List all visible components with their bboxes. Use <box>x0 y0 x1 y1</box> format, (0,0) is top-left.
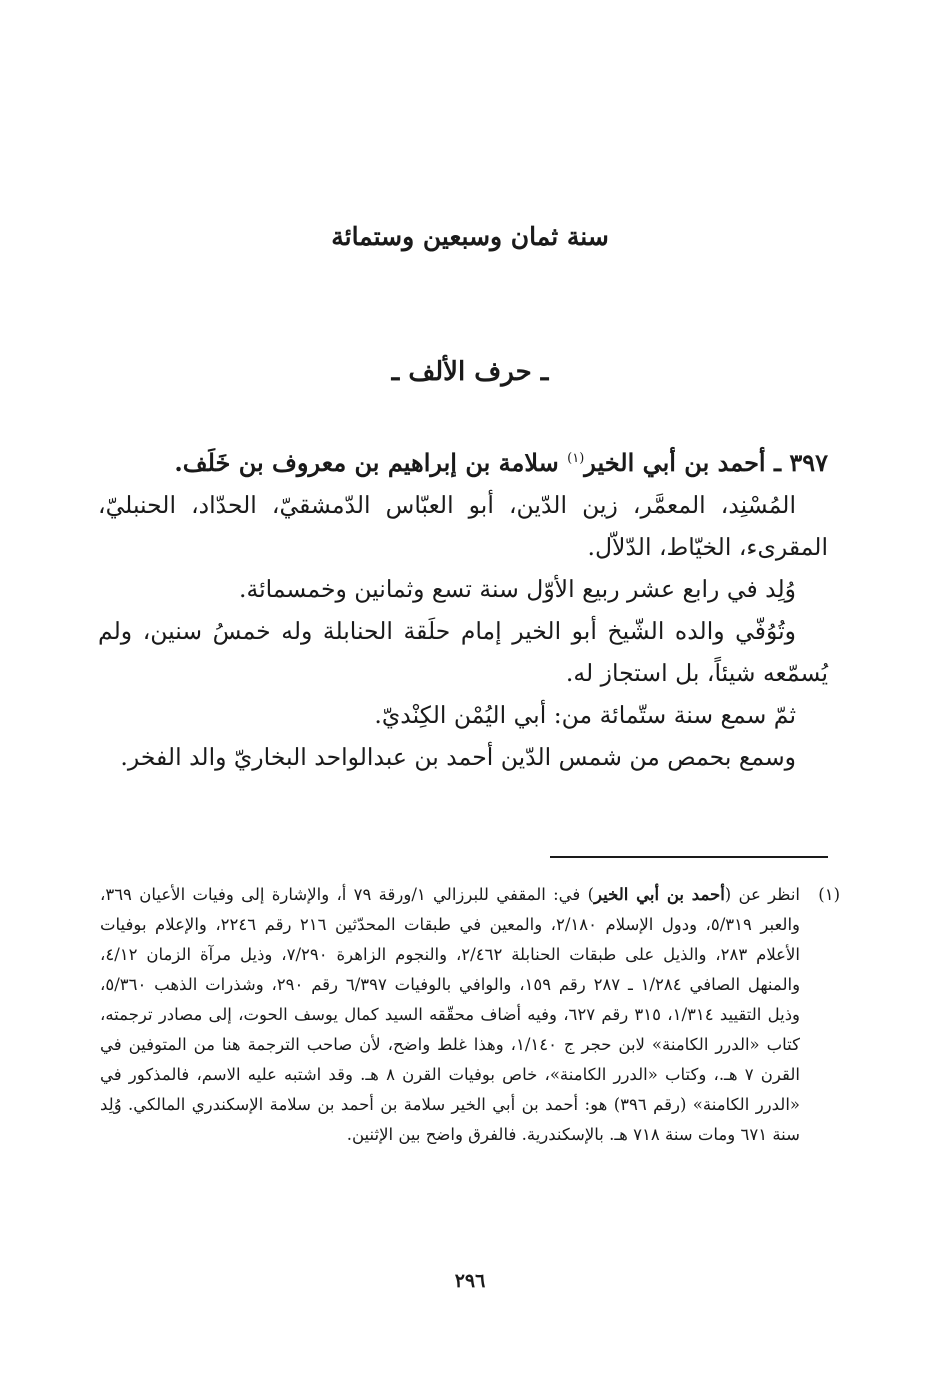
year-heading: سنة ثمان وسبعين وستمائة <box>331 222 609 251</box>
entry-heading-name: ٣٩٧ ـ أحمد بن أبي الخير <box>584 448 828 477</box>
footnote-reference[interactable]: (١) <box>567 451 585 466</box>
footnote-divider <box>550 856 828 858</box>
entry-heading-lineage: سلامة بن إبراهيم بن معروف بن خَلَف. <box>174 448 568 477</box>
footnote-sources: ) في: المقفي للبرزالي ١/ورقة ٧٩ أ، والإشارة إلى وفيات الأعيان ٣٦٩، والعبر ٥/٣١٩، ودول الإسلام ٢/١٨٠، والمعين في طبقات المحدّثين ٢١٦ رقم ٢٢٤٦، والإعلام بوفيات الأعلام ٢٨٣، والذيل على طبقات الحنابلة ٢/٤٦٢، والنجوم الزاهرة ٧/٢٩٠، وذيل مرآة الزمان ٤/١٢، والمنهل الصافي ١/٢٨٤ ـ ٢٨٧ رقم ١٥٩، والوافي بالوفيات ٦/٣٩٧ رقم ٢٩٠، وشذرات الذهب ٥/٣٦٠، وذيل التقييد ١/٣١٤، ٣١٥ رقم ٦٢٧، وفيه أضاف محقّقه السيد كمال يوسف الحوت، إلى مصادر ترجمته، كتاب «الدرر الكامنة» لابن حجر ج ١/١٤٠، وهذا غلط واضح، لأن صاحب الترجمة هنا من المتوفين في القرن ٧ هـ.، وكتاب «الدرر الكامنة»، خاص بوفيات القرن ٨ هـ. وقد اشتبه عليه الاسم، فالمذكور في «الدرر الكامنة» (رقم ٣٩٦) هو: أحمد بن أبي الخير سلامة بن أحمد بن سلامة الإسكندري المالكي. وُلِد سنة ٦٧١ ومات سنة ٧١٨ هـ. بالإسكندرية. فالفرق واضح بين الإثنين. <box>100 885 801 1144</box>
entry-titles: المُسْنِد، المعمَّر، زين الدّين، أبو العبّاس الدّمشقيّ، الحدّاد، الحنبليّ، المقرىء، الخيّاط، الدّلاّل. <box>98 491 828 561</box>
entry-hearing-hims-paragraph: وسمع بحمص من شمس الدّين أحمد بن عبدالواحد البخاريّ والد الفخر. <box>120 743 796 771</box>
footnote-number: (١) <box>818 885 840 904</box>
biography-entry <box>98 442 828 778</box>
entry-heading <box>98 442 828 484</box>
entry-birth-paragraph: وُلِد في رابع عشر ربيع الأوّل سنة تسع وثمانين وخمسمائة. <box>239 575 796 603</box>
page-number: ٢٩٦ <box>454 1270 486 1292</box>
footnote-text <box>100 880 800 1150</box>
footnote <box>100 880 840 1150</box>
entry-hearing-paragraph: ثمّ سمع سنة ستّمائة من: أبي اليُمْن الكِنْديّ. <box>374 701 796 729</box>
footnote-subject-name: أحمد بن أبي الخير <box>594 885 725 904</box>
section-heading: ـ حرف الألف ـ <box>391 357 549 387</box>
entry-father-paragraph: وتُوُفّي والده الشّيخ أبو الخير إمام حلَقة الحنابلة وله خمسُ سنين، ولم يُسمّعه شيئاً، بل استجاز له. <box>98 617 828 687</box>
footnote-text-intro: انظر عن ( <box>724 885 800 904</box>
